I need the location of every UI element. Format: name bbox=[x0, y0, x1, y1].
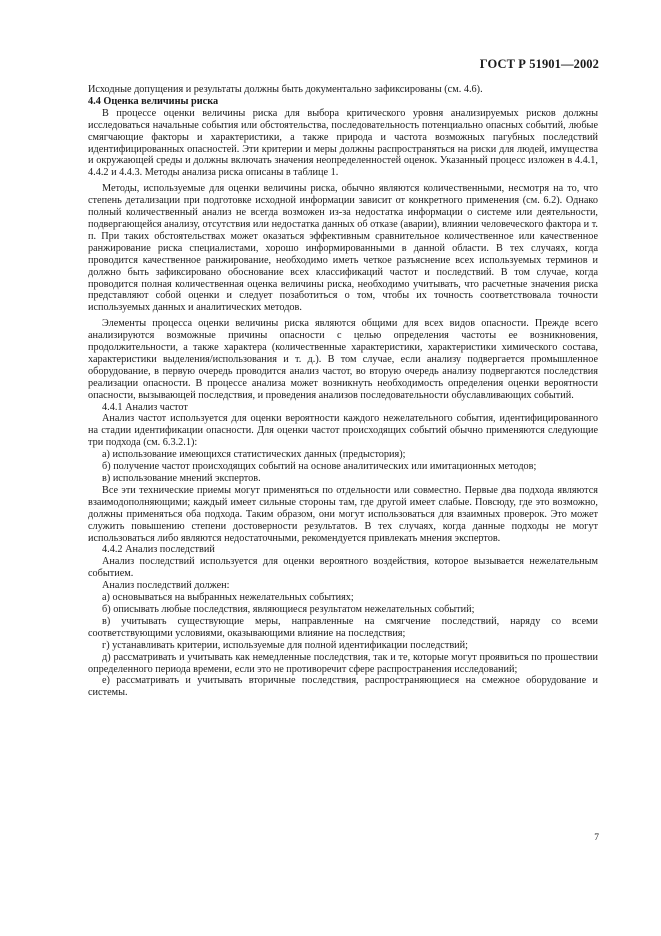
paragraph: Исходные допущения и результаты должны быть документально зафиксированы (см. 4.6). bbox=[88, 84, 483, 95]
list-item: д) рассматривать и учитывать как немедленные последствия, так и те, которые могут проявиться по прошествии определенного периода времени, если это не противоречит сфере распространения исследований; bbox=[88, 651, 598, 675]
list-item: а) основываться на выбранных нежелательных событиях; bbox=[102, 592, 354, 604]
paragraph: Элементы процесса оценки величины риска являются общими для всех видов опасности. Прежде всего анализируются возможные причины опасности с целью определения частоты ее возникновения, продолжительности, а также характера (количественные характеристики, характеристики химического состава, характеристики выделения/использования и т. д.). В том случае, если анализу подвергается промышленное оборудование, в первую очередь проводится анализ частот, во вторую очередь анализу подвергаются последствия реализации опасности. В процессе анализа может возникнуть необходимость определения оценки вероятности опасности, вызывающей последствия, и проведения анализов последовательности обуславливающих событий. bbox=[88, 318, 598, 401]
list-item: а) использование имеющихся статистических данных (предыстория); bbox=[102, 449, 406, 461]
list-item: г) устанавливать критерии, используемые для полной идентификации последствий; bbox=[102, 639, 468, 651]
list-item: в) использование мнений экспертов. bbox=[102, 473, 261, 484]
list-item: б) получение частот происходящих событий на основе аналитических или имитационных методов; bbox=[102, 461, 537, 473]
paragraph: Анализ последствий должен: bbox=[102, 580, 230, 592]
list-item: в) учитывать существующие меры, направленные на смягчение последствий, наряду со всеми соответствующими условиями, оказывающими влияние на последствия; bbox=[88, 615, 598, 639]
subsection-heading: 4.4.2 Анализ последствий bbox=[102, 544, 215, 556]
list-item: б) описывать любые последствия, являющиеся результатом нежелательных событий; bbox=[102, 603, 475, 615]
paragraph: Методы, используемые для оценки величины риска, обычно являются количественными, несмотря на то, что степень детализации при подготовке исходной информации зависит от конкретного применения (см. 6.2). Однако полный количественный анализ не всегда возможен из-за недостатка информации о системе или деятельности, подвергающейся анализу, отсутствия или недостатка данных об отказе (аварии), влиянии человеческого фактора и т. п. При таких обстоятельствах может оказаться эффективным сравнительное количественное или качественное ранжирование риска специалистами, хорошо информированными в данной области. В тех случаях, когда проводится качественное ранжирование, необходимо иметь четкое разъяснение всех используемых терминов и должно быть зафиксировано обоснование всех классификаций частот и последствий. В том случае, когда проводится полная количественная оценка величины риска, необходимо учитывать, что расчетные значения риска представляют собой оценки и следует позаботиться о том, чтобы их точность соответствовала точности используемых данных и аналитических методов. bbox=[88, 183, 598, 314]
paragraph: Анализ последствий используется для оценки вероятного воздействия, которое вызывается нежелательным событием. bbox=[88, 556, 598, 580]
document-body bbox=[88, 84, 598, 699]
paragraph: Все эти технические приемы могут применяться по отдельности или совместно. Первые два подхода являются взаимодополняющими; каждый имеет сильные стороны там, где другой имеет слабые. Повсюду, где это возможно, должны применяться оба подхода. Таким образом, они могут использоваться для взаимных проверок. Это может служить повышению степени достоверности результатов. В тех случаях, когда данные подходы не могут использоваться либо являются недостаточными, рекомендуется привлекать мнения экспертов. bbox=[88, 484, 598, 544]
subsection-heading: 4.4.1 Анализ частот bbox=[102, 401, 188, 413]
section-heading: 4.4 Оценка величины риска bbox=[88, 95, 219, 107]
paragraph: В процессе оценки величины риска для выбора критического уровня анализируемых рисков должны исследоваться начальные события или обстоятельства, последовательность потенциально опасных событий, любые смягчающие факторы и характеристики, а также природа и частота возможных пагубных последствий идентифицированных опасностей. Эти критерии и меры должны распространяться на риски для людей, имущества и окружающей среды и должны включать значения неопределенностей оценок. Указанный процесс изложен в 4.4.1, 4.4.2 и 4.4.3. Методы анализа риска описаны в таблице 1. bbox=[88, 107, 598, 179]
list-item: е) рассматривать и учитывать вторичные последствия, распространяющиеся на смежное оборудование и системы. bbox=[88, 675, 598, 699]
document-id-header: ГОСТ Р 51901—2002 bbox=[479, 57, 599, 71]
page-number: 7 bbox=[594, 833, 599, 843]
paragraph: Анализ частот используется для оценки вероятности каждого нежелательного события, идентифицированного на стадии идентификации опасности. Для оценки частот происходящих событий обычно применяются следующие три подхода (см. 6.3.2.1): bbox=[88, 413, 598, 449]
